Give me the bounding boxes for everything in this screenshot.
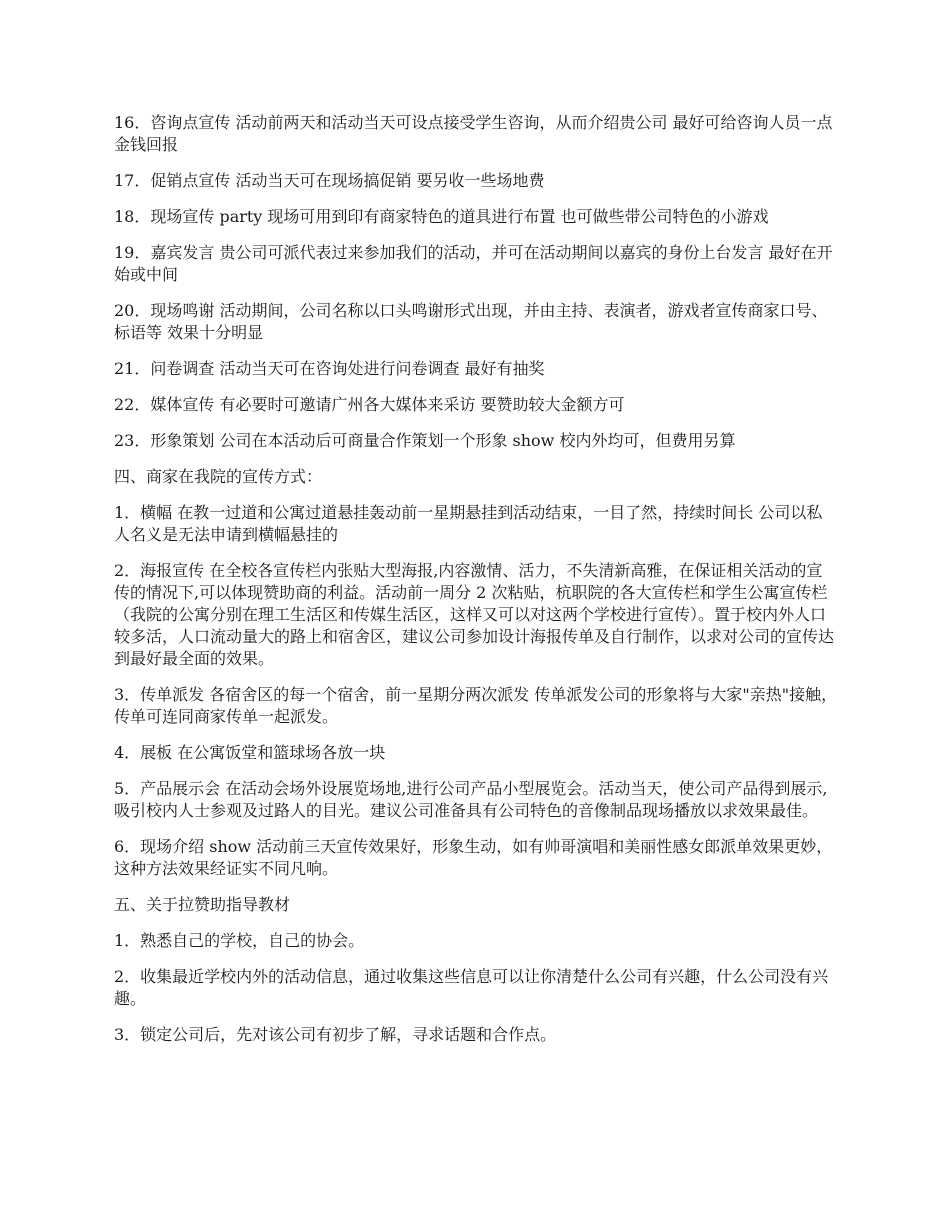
promo-item-poster: 2．海报宣传 在全校各宣传栏内张贴大型海报,内容激情、活力，不失清新高雅，在保证相关活动的宣传的情况下,可以体现赞助商的利益。活动前一周分 2 次粘贴，杭职院的各大宣传栏和学生公寓宣传栏（我院的公寓分别在理工生活区和传媒生活区，这样又可以对这两个学校进行宣传）。置于校内外人口较多活，人口流动量大的路上和宿舍区，建议公司参加设计海报传单及自行制作，以求对公司的宣传达到最好最全面的效果。: [114, 561, 835, 668]
paragraph-item-17: 17．促销点宣传 活动当天可在现场搞促销 要另收一些场地费: [114, 171, 545, 190]
promo-item-flyer: 3．传单派发 各宿舍区的每一个宿舍，前一星期分两次派发 传单派发公司的形象将与大家"亲热"接触，传单可连同商家传单一起派发。: [114, 685, 838, 726]
paragraph-item-18: 18．现场宣传 party 现场可用到印有商家特色的道具进行布置 也可做些带公司特色的小游戏: [114, 207, 769, 226]
paragraph-item-21: 21．问卷调查 活动当天可在咨询处进行问卷调查 最好有抽奖: [114, 359, 545, 378]
paragraph-item-20: 20．现场鸣谢 活动期间，公司名称以口头鸣谢形式出现，并由主持、表演者，游戏者宣传商家口号、标语等 效果十分明显: [114, 301, 828, 342]
promo-item-live-show: 6．现场介绍 show 活动前三天宣传效果好，形象生动，如有帅哥演唱和美丽性感女郎派单效果更妙，这种方法效果经证实不同凡响。: [114, 837, 833, 878]
paragraph-item-19: 19．嘉宾发言 贵公司可派代表过来参加我们的活动，并可在活动期间以嘉宾的身份上台发言 最好在开始或中间: [114, 243, 833, 284]
guide-item-1: 1．熟悉自己的学校，自己的协会。: [114, 931, 365, 950]
document-body: [114, 112, 838, 1060]
guide-item-2: 2．收集最近学校内外的活动信息，通过收集这些信息可以让你清楚什么公司有兴趣，什么公司没有兴趣。: [114, 967, 829, 1008]
promo-item-product-show: 5．产品展示会 在活动会场外设展览场地,进行公司产品小型展览会。活动当天，使公司产品得到展示,吸引校内人士参观及过路人的目光。建议公司准备具有公司特色的音像制品现场播放以求效果最佳。: [114, 779, 828, 820]
paragraph-item-23: 23．形象策划 公司在本活动后可商量合作策划一个形象 show 校内外均可，但费用另算: [114, 431, 736, 450]
promo-item-banner: 1．横幅 在教一过道和公寓过道悬挂轰动前一星期悬挂到活动结束，一目了然，持续时间长 公司以私人名义是无法申请到横幅悬挂的: [114, 503, 823, 544]
section-heading-4: 四、商家在我院的宣传方式：: [114, 467, 323, 486]
section-heading-5: 五、关于拉赞助指导教材: [114, 895, 291, 914]
guide-item-3: 3．锁定公司后，先对该公司有初步了解，寻求话题和合作点。: [114, 1025, 557, 1044]
promo-item-display-board: 4．展板 在公寓饭堂和篮球场各放一块: [114, 743, 386, 762]
paragraph-item-16: 16．咨询点宣传 活动前两天和活动当天可设点接受学生咨询，从而介绍贵公司 最好可给咨询人员一点金钱回报: [114, 113, 833, 154]
paragraph-item-22: 22．媒体宣传 有必要时可邀请广州各大媒体来采访 要赞助较大金额方可: [114, 395, 625, 414]
